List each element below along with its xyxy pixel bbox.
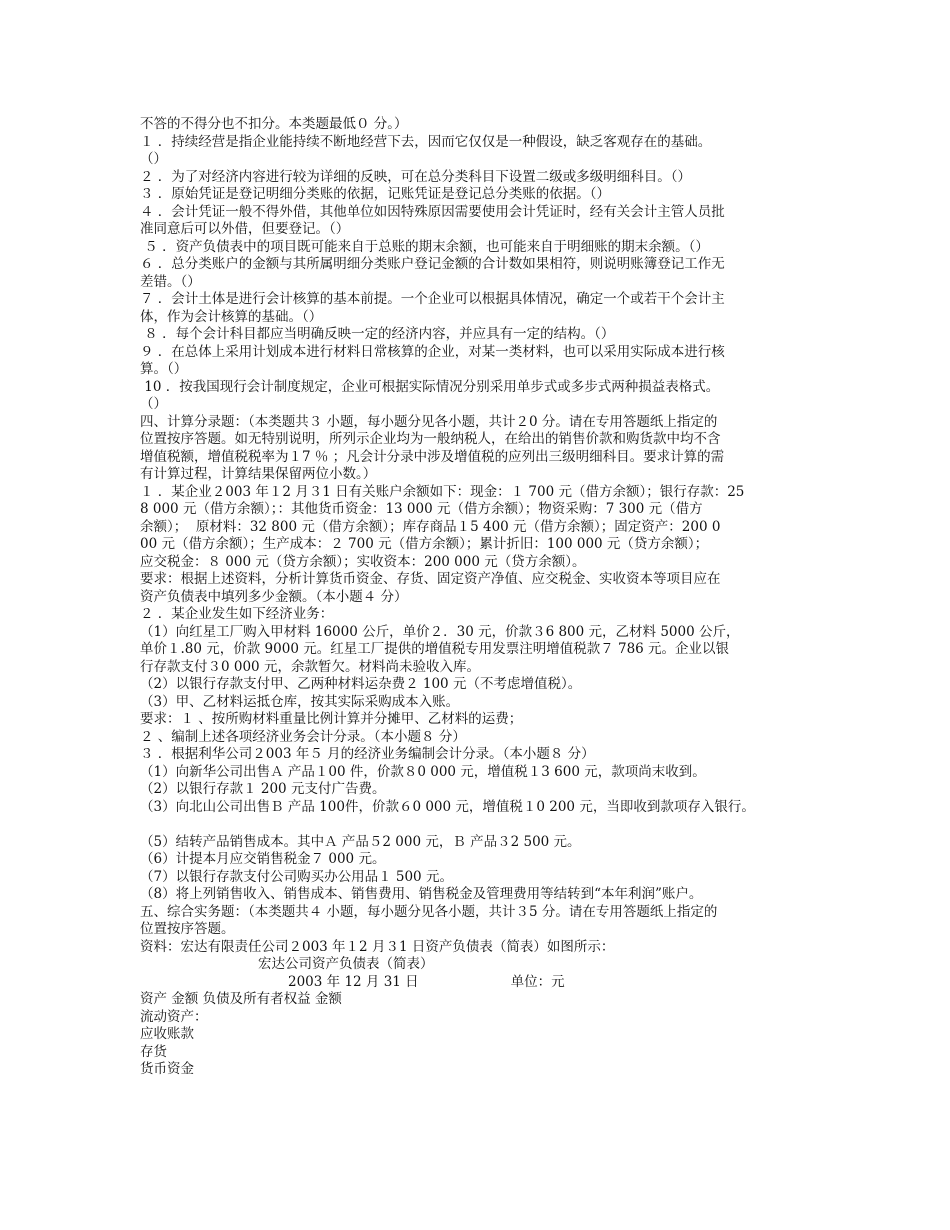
section-heading: 位置按序答题。 <box>140 921 235 937</box>
text-line: （2）以银行存款支付甲、乙两种材料运杂费２ 100 元（不考虑增值税）。 <box>140 676 582 692</box>
text-line: 余额）； 原材料：32 800 元（借方余额）；库存商品１5 400 元（借方余额）；固定资产：200 0 <box>140 518 721 535</box>
section-heading: 四、计算分录题：（本类题共３ 小题，每小题分见各小题，共计２0 分。请在专用答题纸上指定的 <box>140 413 718 430</box>
text-line: （3）向北山公司出售Ｂ 产品 100件，价款６0 000 元，增值税１0 200 元，当即收到款项存入银行。 <box>140 798 755 815</box>
table-row: 货币资金 <box>140 1061 194 1077</box>
text-line: （2）以银行存款１ 200 元支付广告费。 <box>140 781 386 797</box>
text-line: 准同意后可以外借，但要登记。（） <box>140 221 350 237</box>
text-line: 资产负债表中填列多少金额。（本小题４ 分） <box>140 588 408 605</box>
text-line: （5）结转产品销售成本。其中Ａ 产品５2 000 元，Ｂ 产品３2 500 元。 <box>140 833 581 850</box>
text-line: ２ ．为了对经济内容进行较为详细的反映，可在总分类科目下设置二级或多级明细科目。（） <box>140 168 692 185</box>
table-unit: 单位：元 <box>510 973 565 990</box>
table-row: 流动资产： <box>140 1008 208 1025</box>
table-row: 应收账款 <box>140 1026 194 1042</box>
text-line: 行存款支付３0 000 元，余款暂欠。材料尚未验收入库。 <box>140 658 480 675</box>
text-line: １ ．某企业２003 年１2 月３1 日有关账户余额如下：现金：１ 700 元（借方余额）；银行存款：25 <box>140 483 745 500</box>
text-line: 应交税金：８ 000 元（贷方余额）；实收资本：200 000 元（贷方余额）。 <box>140 553 586 570</box>
text-line: 体，作为会计核算的基础。（） <box>140 308 323 325</box>
text-line: 有计算过程，计算结果保留两位小数。） <box>140 466 377 482</box>
text-line: （7）以银行存款支付公司购买办公用品１ 500 元。 <box>140 868 453 885</box>
text-line: 要求：根据上述资料，分析计算货币资金、存货、固定资产净值、应交税金、实收资本等项目应在 <box>140 571 721 587</box>
text-line: （6）计提本月应交销售税金７ 000 元。 <box>140 851 386 867</box>
text-line: 增值税额，增值税税率为１7 ％ ；凡会计分录中涉及增值税的应列出三级明细科目。要求计算的需 <box>140 448 725 465</box>
text-line: （3）甲、乙材料运抵仓库，按其实际采购成本入账。 <box>140 693 460 710</box>
text-line: 8 000 元（借方余额）；：其他货币资金：13 000 元（借方余额）；物资采购：7 300 元（借方 <box>140 501 703 517</box>
text-line: ３ ．原始凭证是登记明细分类账的依据，记账凭证是登记总分类账的依据。（） <box>140 186 611 202</box>
text-line: 不答的不得分也不扣分。本类题最低０ 分。） <box>140 116 408 132</box>
document-body <box>140 116 820 1079</box>
text-line: 算。（） <box>140 361 188 377</box>
text-line: 位置按序答题。如无特别说明，所列示企业均为一般纳税人，在给出的销售价款和购货款中均不含 <box>140 431 721 447</box>
text-line: １ ．持续经营是指企业能持续不断地经营下去，因而它仅仅是一种假设，缺乏客观存在的基础。 <box>140 133 712 150</box>
table-header: 资产 金额 负债及所有者权益 金额 <box>140 991 342 1007</box>
text-line: （8）将上列销售收入、销售成本、销售费用、销售税金及管理费用等结转到“本年利润”账户。 <box>140 886 703 902</box>
table-date-line <box>140 974 820 992</box>
table-title: 宏达公司资产负债表（简表） <box>258 956 434 972</box>
text-line: ３ ．根据利华公司２003 年５ 月的经济业务编制会计分录。（本小题８ 分） <box>140 746 595 762</box>
text-line: 单价１.80 元，价款 9000 元。红星工厂提供的增值税专用发票注明增值税款７ 786 元。企业以银 <box>140 641 730 657</box>
text-line: ２ ．某企业发生如下经济业务： <box>140 606 334 622</box>
text-line: （） <box>140 396 167 412</box>
text-line: 差错。（） <box>140 273 201 290</box>
table-row: 存货 <box>140 1043 167 1060</box>
text-line: （1）向新华公司出售Ａ 产品１00 件，价款８0 000 元，增值税１3 600 元，款项尚末收到。 <box>140 763 706 780</box>
text-line: 要求：１ 、按所购材料重量比例计算并分摊甲、乙材料的运费； <box>140 711 523 727</box>
text-line: 五、综合实务题：（本类题共４ 小题，每小题分见各小题，共计３5 分。请在专用答题纸上指定的 <box>140 903 718 920</box>
table-date: 2003 年 12 月 31 日 <box>288 973 419 990</box>
text-line: ９ ．在总体上采用计划成本进行材料日常核算的企业，对某一类材料，也可以采用实际成本进行核 <box>140 343 725 360</box>
text-line: （1）向红星工厂购入甲材料 16000 公斤，单价２．30 元，价款３6 800 元，乙材料 5000 公斤， <box>140 623 740 640</box>
text-line: （） <box>140 151 167 167</box>
text-line: 10 ．按我国现行会计制度规定，企业可根据实际情况分别采用单步式或多步式两种损益表格式。 <box>140 378 720 395</box>
text-line: 00 元（借方余额）；生产成本：２ 700 元（借方余额）；累计折旧：100 000 元（贷方余额）； <box>140 536 709 552</box>
blank-line <box>140 816 820 834</box>
text-line: ７ ．会计土体是进行会计核算的基本前提。一个企业可以根据具体情况，确定一个或若干个会计主 <box>140 291 725 307</box>
text-line: ５ ．资产负债表中的项目既可能来自于总账的期末余额，也可能来自于明细账的期末余额。（） <box>140 238 709 255</box>
text-line: 资料：宏达有限责任公司２003 年１2 月３1 日资产负债表（简表）如图所示： <box>140 938 615 955</box>
text-line: ６ ．总分类账户的金额与其所属明细分类账户登记金额的合计数如果相符，则说明账簿登记工作无 <box>140 256 725 272</box>
text-line: ８ ．每个会计科目都应当明确反映一定的经济内容，并应具有一定的结构。（） <box>140 326 615 342</box>
text-line: ４ ．会计凭证一般不得外借，其他单位如因特殊原因需要使用会计凭证时，经有关会计主管人员批 <box>140 203 725 220</box>
text-line: ２ 、编制上述各项经济业务会计分录。（本小题８ 分） <box>140 728 466 745</box>
